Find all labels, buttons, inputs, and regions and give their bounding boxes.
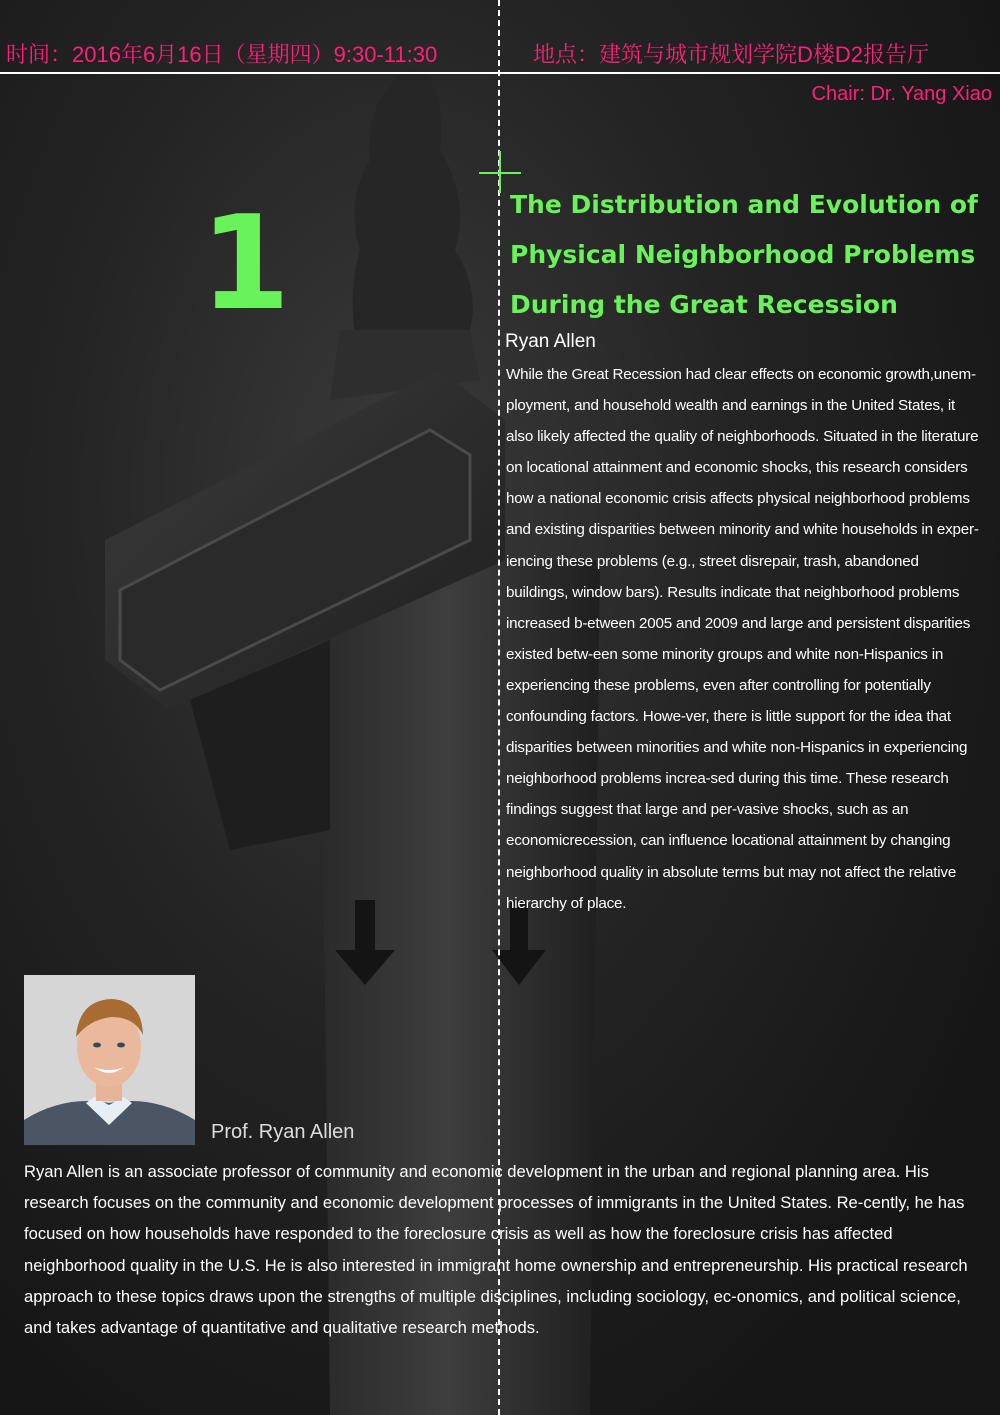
speaker-portrait-icon [24, 975, 195, 1145]
crosshair-vertical [499, 151, 501, 193]
speaker-photo [24, 975, 195, 1145]
speaker-name: Ryan Allen [505, 331, 596, 352]
header-divider [0, 72, 1000, 74]
event-time: 时间：2016年6月16日（星期四）9:30-11:30 [6, 42, 438, 67]
chair-name: Chair: Dr. Yang Xiao [811, 83, 992, 105]
speaker-photo-caption: Prof. Ryan Allen [211, 1121, 355, 1143]
talk-title: The Distribution and Evolution of Physical Neighborhood Problems During the Great Recession [510, 190, 978, 319]
speaker-biography: Ryan Allen is an associate professor of community and economic development in the urban and regional planning area. His research focuses on the community and economic development processes of immigrants in the United States. Re-cently, he has focused on how households have responded to the foreclosure crisis as well as how the foreclosure crisis has affected neighborhood quality in the U.S. He is also interested in immigrant home ownership and entrepreneurship. His practical research approach to these topics draws upon the strengths of multiple disciplines, including sociology, ec-onomics, and political science, and takes advantage of quantitative and qualitative research methods. [24, 1162, 968, 1338]
talk-number: 1 [200, 187, 291, 339]
event-location: 地点：建筑与城市规划学院D楼D2报告厅 [533, 42, 930, 67]
talk-abstract: While the Great Recession had clear effects on economic growth,unem-ployment, and household wealth and earnings in the United States, it also likely affected the quality of neighborhoods. Situated in the literature on locational attainment and economic shocks, this research considers how a national economic crisis affects physical neighborhood problems and existing disparities between minority and white households in exper-iencing these problems (e.g., street disrepair, trash, abandoned buildings, window bars). Results indicate that neighborhood problems increased b-etween 2005 and 2009 and large and persistent disparities existed betw-een some minority groups and white non-Hispanics in experiencing these problems, even after controlling for potentially confounding factors. Howe-ver, there is little support for the idea that disparities between minorities and white non-Hispanics in experiencing neighborhood problems increa-sed during this time. These research findings suggest that large and per-vasive shocks, such as an economicrecession, can influence locational attainment by changing neighborhood quality in absolute terms but may not affect the relative hierarchy of place. [506, 366, 979, 912]
